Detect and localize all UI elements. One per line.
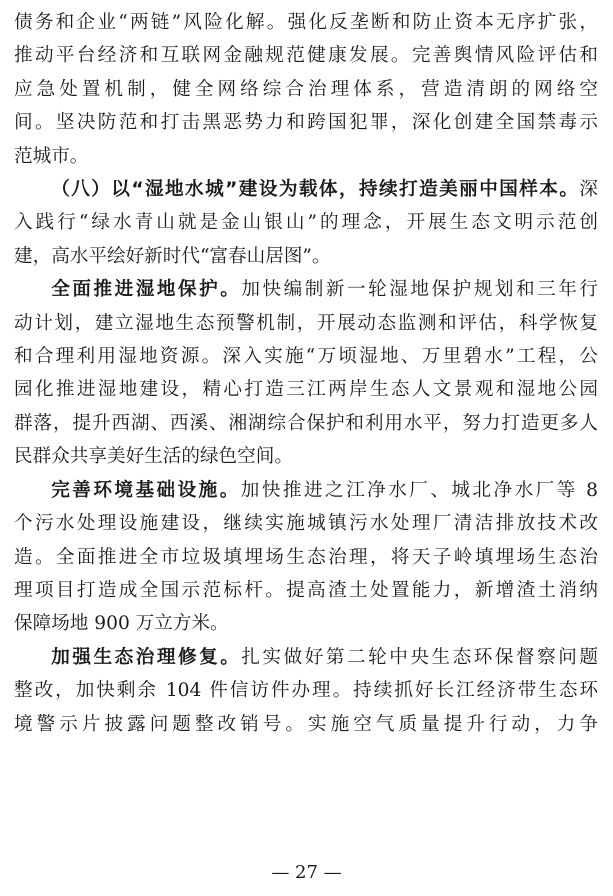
paragraph-2 bbox=[14, 173, 598, 273]
text-line: 个污水处理设施建设，继续实施城镇污水处理厂清洁排放技术改 bbox=[14, 513, 598, 535]
text-line: 民群众共享美好生活的绿色空间。 bbox=[14, 446, 293, 468]
text-line bbox=[14, 173, 598, 206]
paragraph-1 bbox=[14, 6, 598, 173]
text-line: 入践行“绿水青山就是金山银山”的理念，开展生态文明示范创 bbox=[14, 212, 598, 234]
text-line bbox=[14, 641, 598, 674]
paragraph-3 bbox=[14, 273, 598, 473]
text-span: 加快推进之江净水厂、城北净水厂等 8 bbox=[240, 479, 598, 501]
text-line: 间。坚决防范和打击黑恶势力和跨国犯罪，深化创建全国禁毒示 bbox=[14, 112, 598, 134]
text-line: 整改，加快剩余 104 件信访件办理。持续抓好长江经济带生态环 bbox=[14, 680, 598, 702]
document-body bbox=[14, 6, 598, 741]
text-line: 造。全面推进全市垃圾填埋场生态治理，将天子岭填埋场生态治 bbox=[14, 546, 598, 568]
text-line: 推动平台经济和互联网金融规范健康发展。完善舆情风险评估和 bbox=[14, 45, 598, 67]
text-line: 建，高水平绘好新时代“富春山居图”。 bbox=[14, 245, 331, 267]
text-line: 群落，提升西湖、西溪、湘湖综合保护和利用水平，努力打造更多人 bbox=[14, 412, 598, 434]
page-number: — 27 — bbox=[271, 862, 342, 883]
paragraph-lead: 完善环境基础设施。 bbox=[51, 479, 241, 501]
text-line: 动计划，建立湿地生态预警机制，开展动态监测和评估，科学恢复 bbox=[14, 312, 598, 334]
paragraph-5 bbox=[14, 641, 598, 741]
section-heading: （八）以“湿地水城”建设为载体，持续打造美丽中国样本。 bbox=[51, 179, 580, 201]
text-line bbox=[14, 474, 598, 507]
text-line: 园化推进湿地建设，精心打造三江两岸生态人文景观和湿地公园 bbox=[14, 379, 598, 401]
text-line: 应急处置机制，健全网络综合治理体系，营造清朗的网络空 bbox=[14, 78, 598, 100]
text-span: 深 bbox=[579, 179, 598, 201]
paragraph-lead: 全面推进湿地保护。 bbox=[51, 279, 242, 301]
text-line: 理项目打造成全国示范标杆。提高渣土处置能力，新增渣土消纳 bbox=[14, 579, 598, 601]
text-line: 范城市。 bbox=[14, 145, 89, 167]
text-span: 加快编制新一轮湿地保护规划和三年行 bbox=[241, 279, 598, 301]
text-line bbox=[14, 273, 598, 306]
text-line: 保障场地 900 万立方米。 bbox=[14, 613, 229, 635]
text-line: 债务和企业“两链”风险化解。强化反垄断和防止资本无序扩张， bbox=[14, 12, 598, 33]
text-line: 境警示片披露问题整改销号。实施空气质量提升行动，力争 bbox=[14, 713, 598, 735]
text-line: 和合理利用湿地资源。深入实施“万顷湿地、万里碧水”工程，公 bbox=[14, 346, 598, 368]
text-span: 扎实做好第二轮中央生态环保督察问题 bbox=[241, 646, 598, 668]
paragraph-lead: 加强生态治理修复。 bbox=[51, 646, 242, 668]
paragraph-4 bbox=[14, 474, 598, 641]
